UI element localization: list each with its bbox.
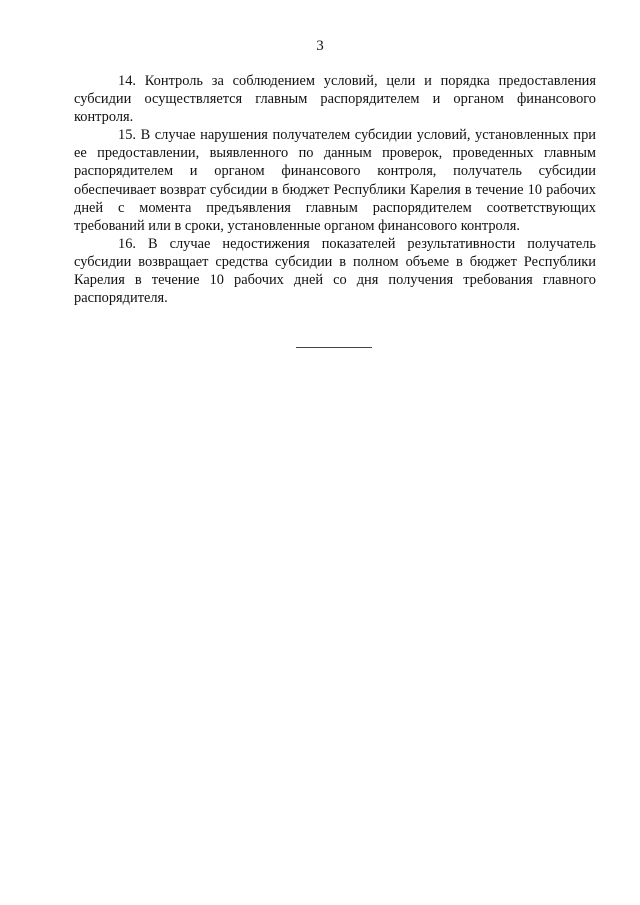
paragraph-14: 14. Контроль за соблюдением условий, цели и порядка предоставления субсидии осуществляется главным распорядителем и органом финансового контроля. xyxy=(74,73,596,126)
end-divider xyxy=(296,347,372,348)
paragraph-16: 16. В случае недостижения показателей результативности получатель субсидии возвращает средства субсидии в полном объеме в бюджет Республики Карелия в течение 10 рабочих дней со дня получения требования главного распорядителя. xyxy=(74,235,596,307)
document-body xyxy=(74,72,596,307)
page-number: 3 xyxy=(316,38,324,54)
paragraph-15: 15. В случае нарушения получателем субсидии условий, установленных при ее предоставлении, выявленного по данным проверок, проведенных главным распорядителем и органом финансового контроля, получатель субсидии обеспечивает возврат субсидии в бюджет Республики Карелия в течение 10 рабочих дней с момента предъявления главным распорядителем соответствующих требований или в сроки, установленные органом финансового контроля. xyxy=(74,127,596,234)
